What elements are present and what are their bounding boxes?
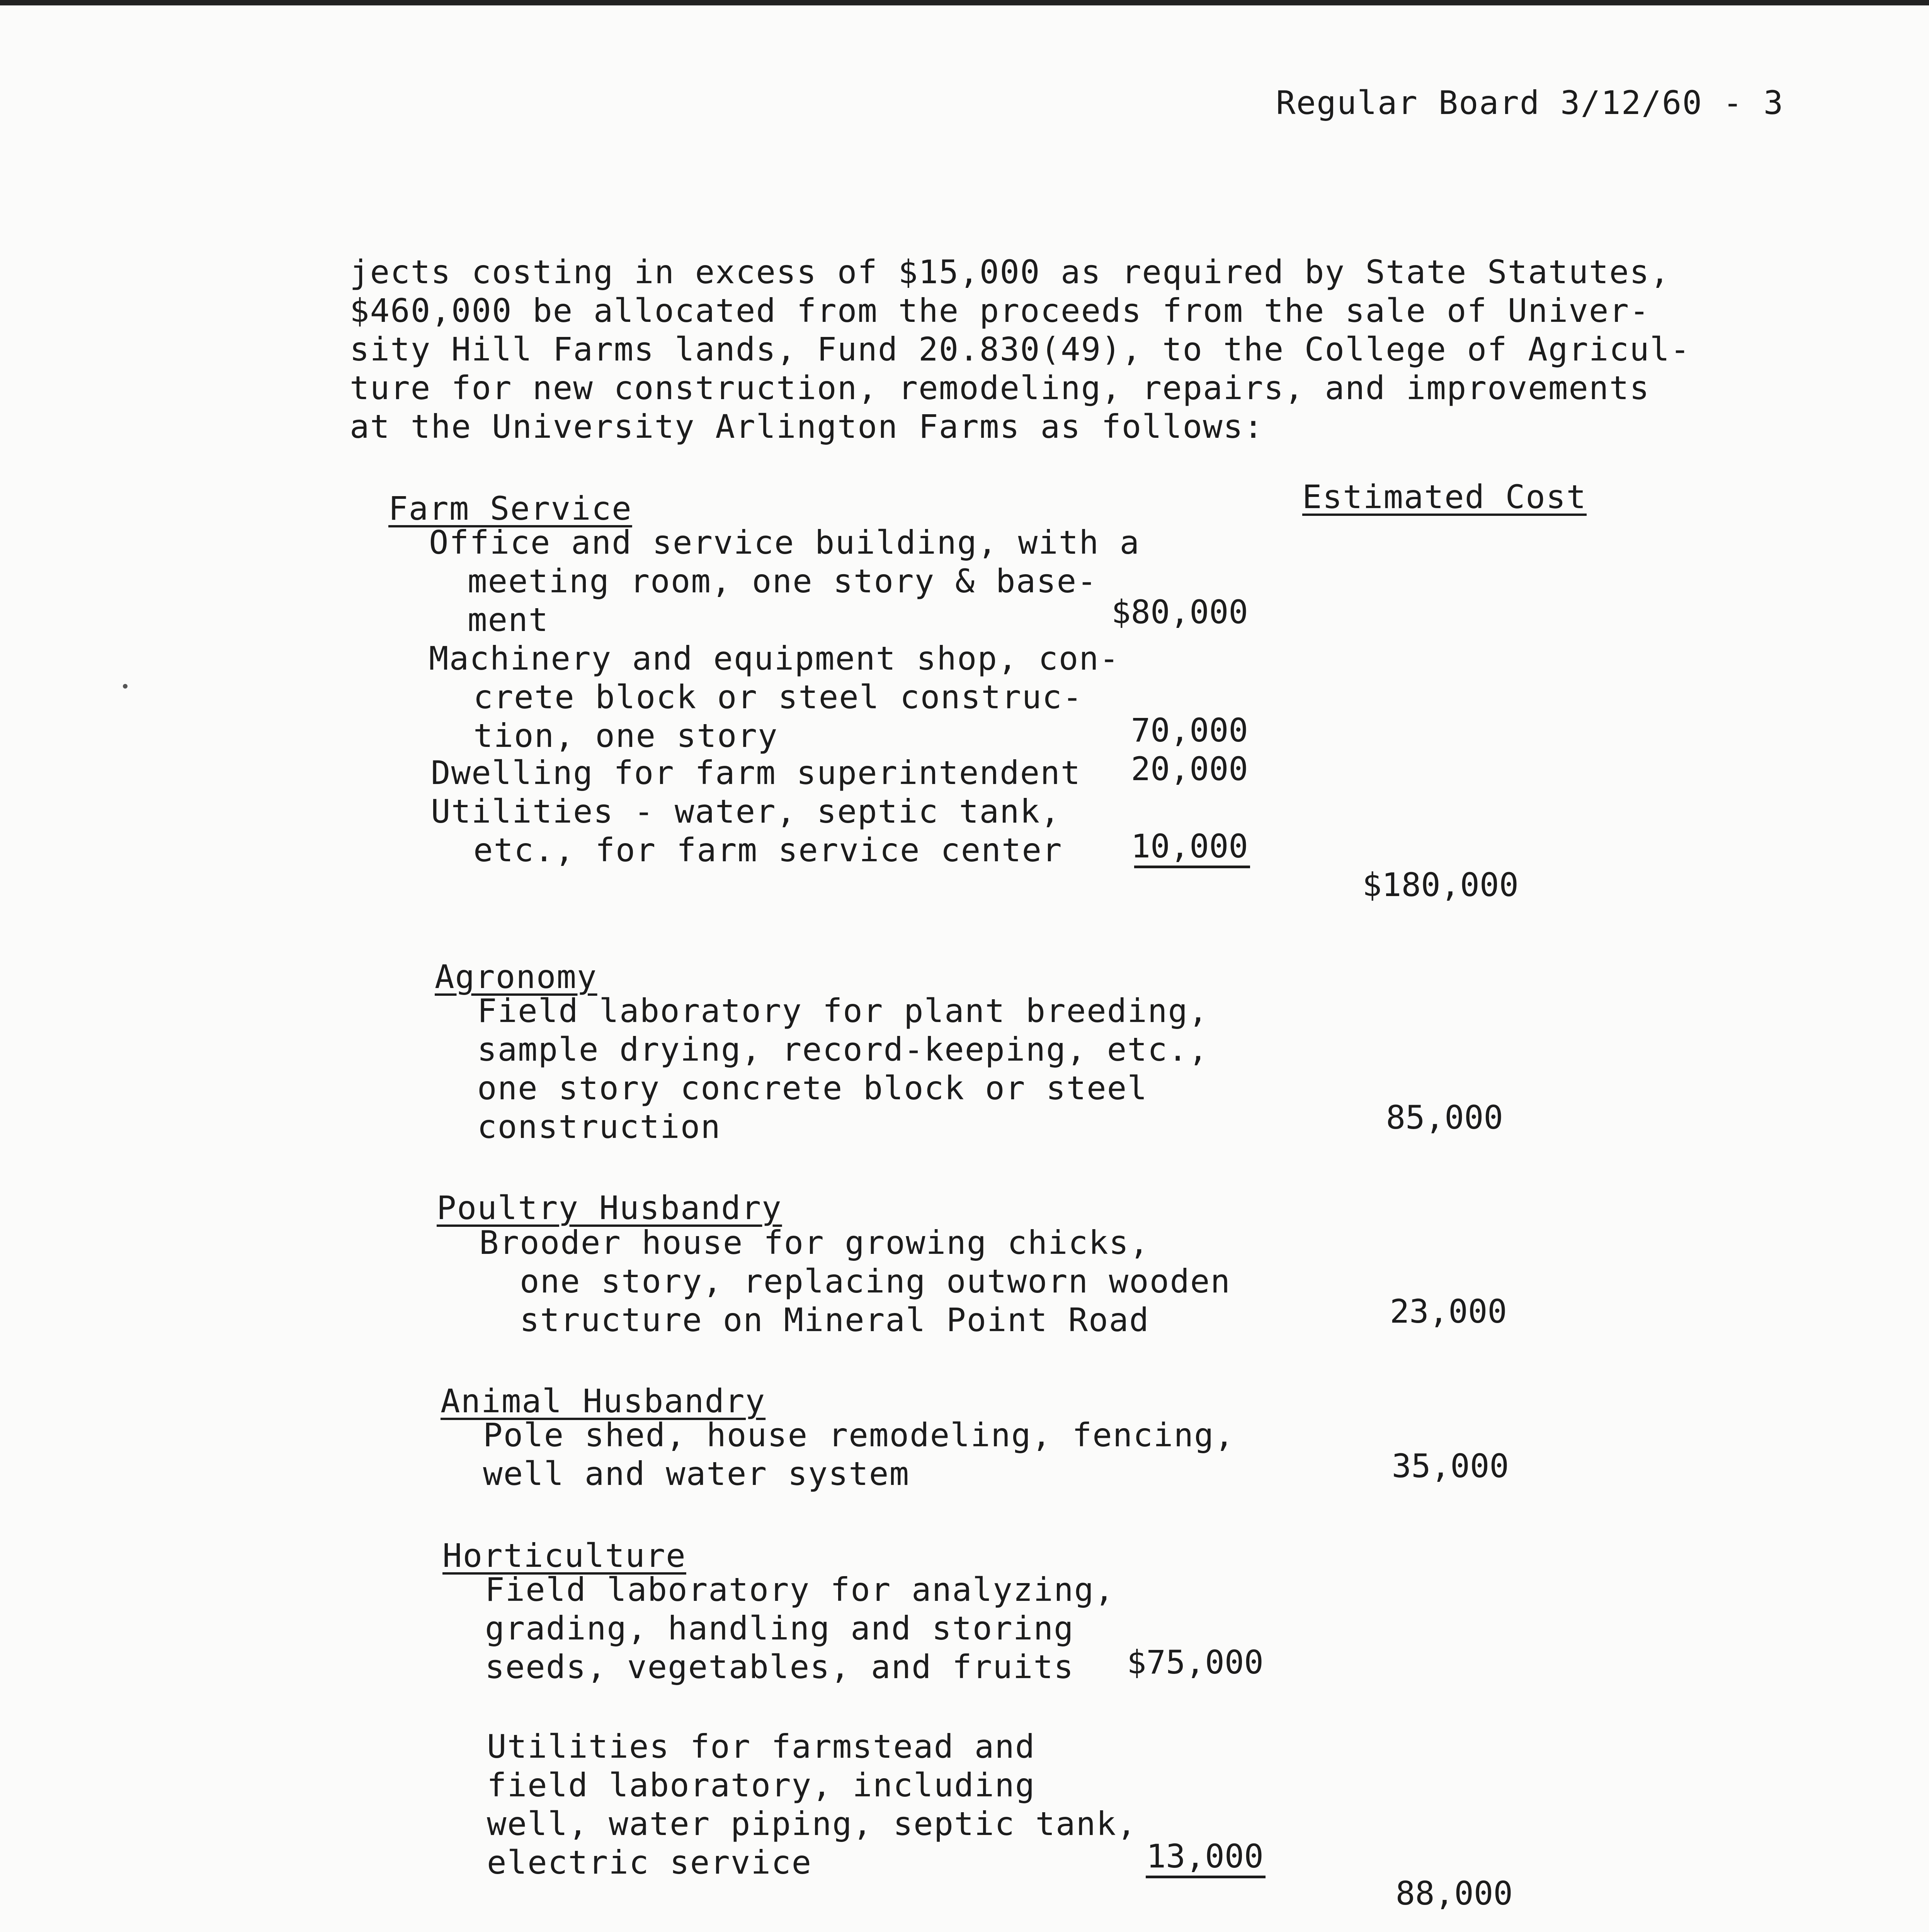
item-line: Utilities for farmstead and	[487, 1728, 1036, 1765]
section-total: 23,000	[1390, 1293, 1507, 1330]
item-line: Utilities - water, septic tank,	[431, 793, 1061, 830]
item-line: meeting room, one story & base-	[468, 562, 1097, 600]
intro-line: $460,000 be allocated from the proceeds from the sale of Univer-	[350, 292, 1650, 330]
section-title-poultry: Poultry Husbandry	[437, 1189, 782, 1227]
section-total: $180,000	[1362, 866, 1519, 904]
item-line: grading, handling and storing	[485, 1609, 1074, 1647]
item-line: structure on Mineral Point Road	[520, 1301, 1150, 1339]
section-total: 88,000	[1395, 1874, 1513, 1912]
item-line: well and water system	[483, 1455, 910, 1493]
section-title-animal: Animal Husbandry	[441, 1382, 766, 1420]
item-line: construction	[477, 1108, 721, 1146]
item-line: field laboratory, including	[487, 1766, 1036, 1804]
section-total: 35,000	[1391, 1447, 1509, 1485]
intro-line: at the University Arlington Farms as follows:	[350, 408, 1264, 446]
section-title-agronomy: Agronomy	[435, 958, 597, 996]
intro-line: sity Hill Farms lands, Fund 20.830(49), to the College of Agricul-	[350, 330, 1691, 368]
sub-amount: 13,000	[1146, 1837, 1264, 1875]
stray-mark	[123, 684, 128, 689]
item-line: Office and service building, with a	[429, 524, 1140, 561]
item-line: etc., for farm service center	[473, 831, 1063, 869]
intro-line: jects costing in excess of $15,000 as required by State Statutes,	[350, 253, 1670, 291]
item-line: sample drying, record-keeping, etc.,	[477, 1031, 1209, 1068]
item-line: seeds, vegetables, and fruits	[485, 1648, 1074, 1686]
sub-amount: 70,000	[1131, 711, 1248, 749]
subtotal-rule	[1146, 1876, 1266, 1878]
item-line: crete block or steel construc-	[473, 678, 1083, 716]
item-line: Field laboratory for plant breeding,	[477, 992, 1209, 1030]
sub-amount: 20,000	[1131, 750, 1248, 788]
section-title-farm-service: Farm Service	[388, 490, 632, 527]
item-line: ment	[468, 601, 549, 639]
sub-amount: $75,000	[1126, 1643, 1264, 1681]
subtotal-rule	[1134, 866, 1250, 868]
top-border	[0, 0, 1929, 5]
item-line: Field laboratory for analyzing,	[485, 1571, 1115, 1609]
section-total: 85,000	[1386, 1099, 1503, 1136]
item-line: one story, replacing outworn wooden	[520, 1262, 1231, 1300]
item-line: Pole shed, house remodeling, fencing,	[483, 1416, 1235, 1454]
intro-line: ture for new construction, remodeling, repairs, and improvements	[350, 369, 1650, 407]
item-line: Dwelling for farm superintendent	[431, 754, 1081, 792]
item-line: Brooder house for growing chicks,	[479, 1224, 1150, 1262]
item-line: Machinery and equipment shop, con-	[429, 639, 1120, 677]
estimated-cost-header: Estimated Cost	[1302, 478, 1587, 516]
item-line: electric service	[487, 1844, 812, 1881]
sub-amount: 10,000	[1131, 827, 1248, 865]
section-title-horticulture: Horticulture	[442, 1537, 686, 1575]
item-line: tion, one story	[473, 717, 778, 755]
item-line: one story concrete block or steel	[477, 1069, 1148, 1107]
running-head: Regular Board 3/12/60 - 3	[1276, 84, 1784, 122]
sub-amount: $80,000	[1111, 593, 1248, 631]
item-line: well, water piping, septic tank,	[487, 1805, 1137, 1843]
